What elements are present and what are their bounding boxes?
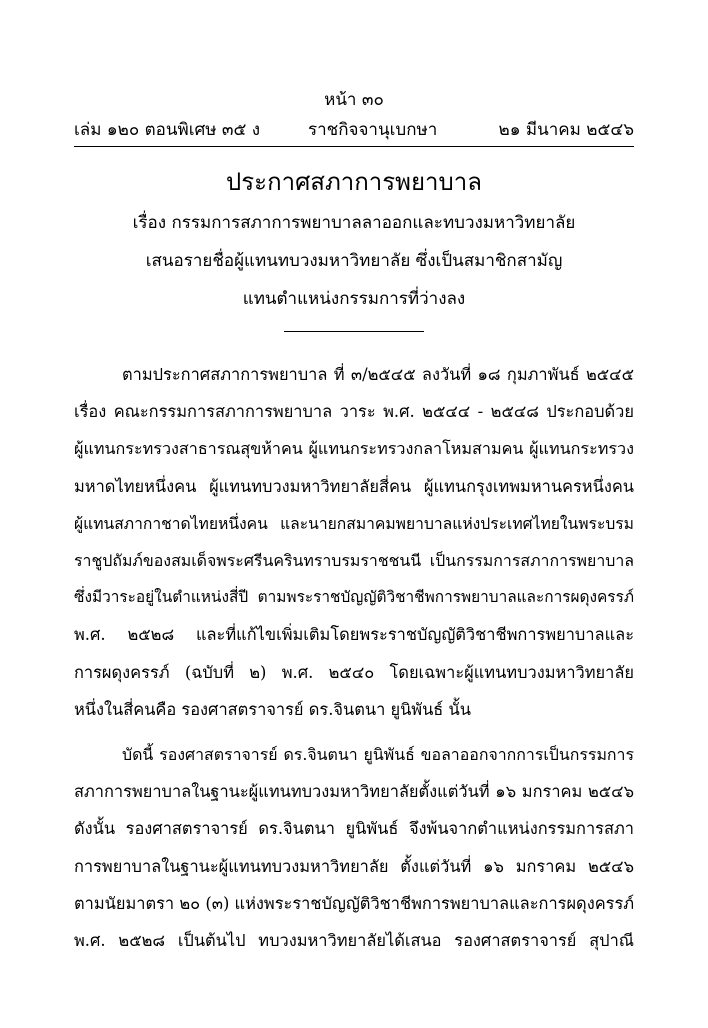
paragraph-2 [74, 736, 634, 959]
paragraph-line: ราชูปถัมภ์ของสมเด็จพระศรีนครินทราบรมราชชนนี เป็นกรรมการสภาการพยาบาล [74, 550, 634, 570]
subject-line: แทนตำแหน่งกรรมการที่ว่างลง [242, 289, 466, 309]
paragraph-line: พ.ศ. ๒๕๒๘ และที่แก้ไขเพิ่มเติมโดยพระราชบัญญัติวิชาชีพการพยาบาลและ [74, 625, 634, 645]
paragraph-line: บัดนี้ รองศาสตราจารย์ ดร.จินตนา ยูนิพันธ์ ขอลาออกจากการเป็นกรรมการ [122, 745, 634, 764]
paragraph-line: ดังนั้น รองศาสตราจารย์ ดร.จินตนา ยูนิพันธ์ จึงพ้นจากตำแหน่งกรรมการสภา [74, 819, 634, 839]
paragraph-line: ผู้แทนกระทรวงสาธารณสุขห้าคน ผู้แทนกระทรวงกลาโหมสามคน ผู้แทนกระทรวง [74, 439, 634, 459]
paragraph-line: ตามนัยมาตรา ๒๐ (๓) แห่งพระราชบัญญัติวิชาชีพการพยาบาลและการผดุงครรภ์ [74, 893, 635, 913]
paragraph-line: พ.ศ. ๒๕๒๘ เป็นต้นไป ทบวงมหาวิทยาลัยได้เสนอ รองศาสตราจารย์ สุปาณี [74, 930, 634, 950]
paragraph-line: การพยาบาลในฐานะผู้แทนทบวงมหาวิทยาลัย ตั้งแต่วันที่ ๑๖ มกราคม ๒๕๔๖ [74, 856, 634, 876]
paragraph-line: สภาการพยาบาลในฐานะผู้แทนทบวงมหาวิทยาลัยตั้งแต่วันที่ ๑๖ มกราคม ๒๕๔๖ [74, 782, 634, 802]
gazette-name: ราชกิจจานุเบกษา [308, 120, 438, 140]
paragraph-line: การผดุงครรภ์ (ฉบับที่ ๒) พ.ศ. ๒๕๔๐ โดยเฉพาะผู้แทนทบวงมหาวิทยาลัย [74, 662, 634, 682]
paragraph-line: ผู้แทนสภากาชาดไทยหนึ่งคน และนายกสมาคมพยาบาลแห่งประเทศไทยในพระบรม [74, 513, 634, 533]
paragraph-line: หนึ่งในสี่คนคือ รองศาสตราจารย์ ดร.จินตนา ยูนิพันธ์ นั้น [74, 699, 471, 719]
title-divider [284, 331, 424, 332]
subject-block [0, 204, 708, 318]
paragraph-line: เรื่อง คณะกรรมการสภาการพยาบาล วาระ พ.ศ. ๒๕๔๔ - ๒๕๔๘ ประกอบด้วย [74, 402, 634, 422]
subject-line: เสนอรายชื่อผู้แทนทบวงมหาวิทยาลัย ซึ่งเป็นสมาชิกสามัญ [145, 251, 563, 271]
volume-issue: เล่ม ๑๒๐ ตอนพิเศษ ๓๕ ง [74, 120, 261, 140]
paragraph-1 [74, 356, 634, 728]
subject-line: เรื่อง กรรมการสภาการพยาบาลลาออกและทบวงมหาวิทยาลัย [132, 213, 576, 233]
paragraph-line: มหาดไทยหนึ่งคน ผู้แทนทบวงมหาวิทยาลัยสี่คน ผู้แทนกรุงเทพมหานครหนึ่งคน [74, 476, 634, 496]
running-header [74, 116, 634, 142]
paragraph-line: ตามประกาศสภาการพยาบาล ที่ ๓/๒๕๔๕ ลงวันที่ ๑๘ กุมภาพันธ์ ๒๕๔๕ [122, 365, 634, 384]
publication-date: ๒๑ มีนาคม ๒๕๔๖ [498, 120, 634, 140]
announcement-title: ประกาศสภาการพยาบาล [226, 168, 482, 196]
page-number: หน้า ๓๐ [324, 90, 384, 110]
paragraph-line: ซึ่งมีวาระอยู่ในตำแหน่งสี่ปี ตามพระราชบัญญัติวิชาชีพการพยาบาลและการผดุงครรภ์ [74, 588, 634, 607]
header-divider [74, 146, 634, 147]
